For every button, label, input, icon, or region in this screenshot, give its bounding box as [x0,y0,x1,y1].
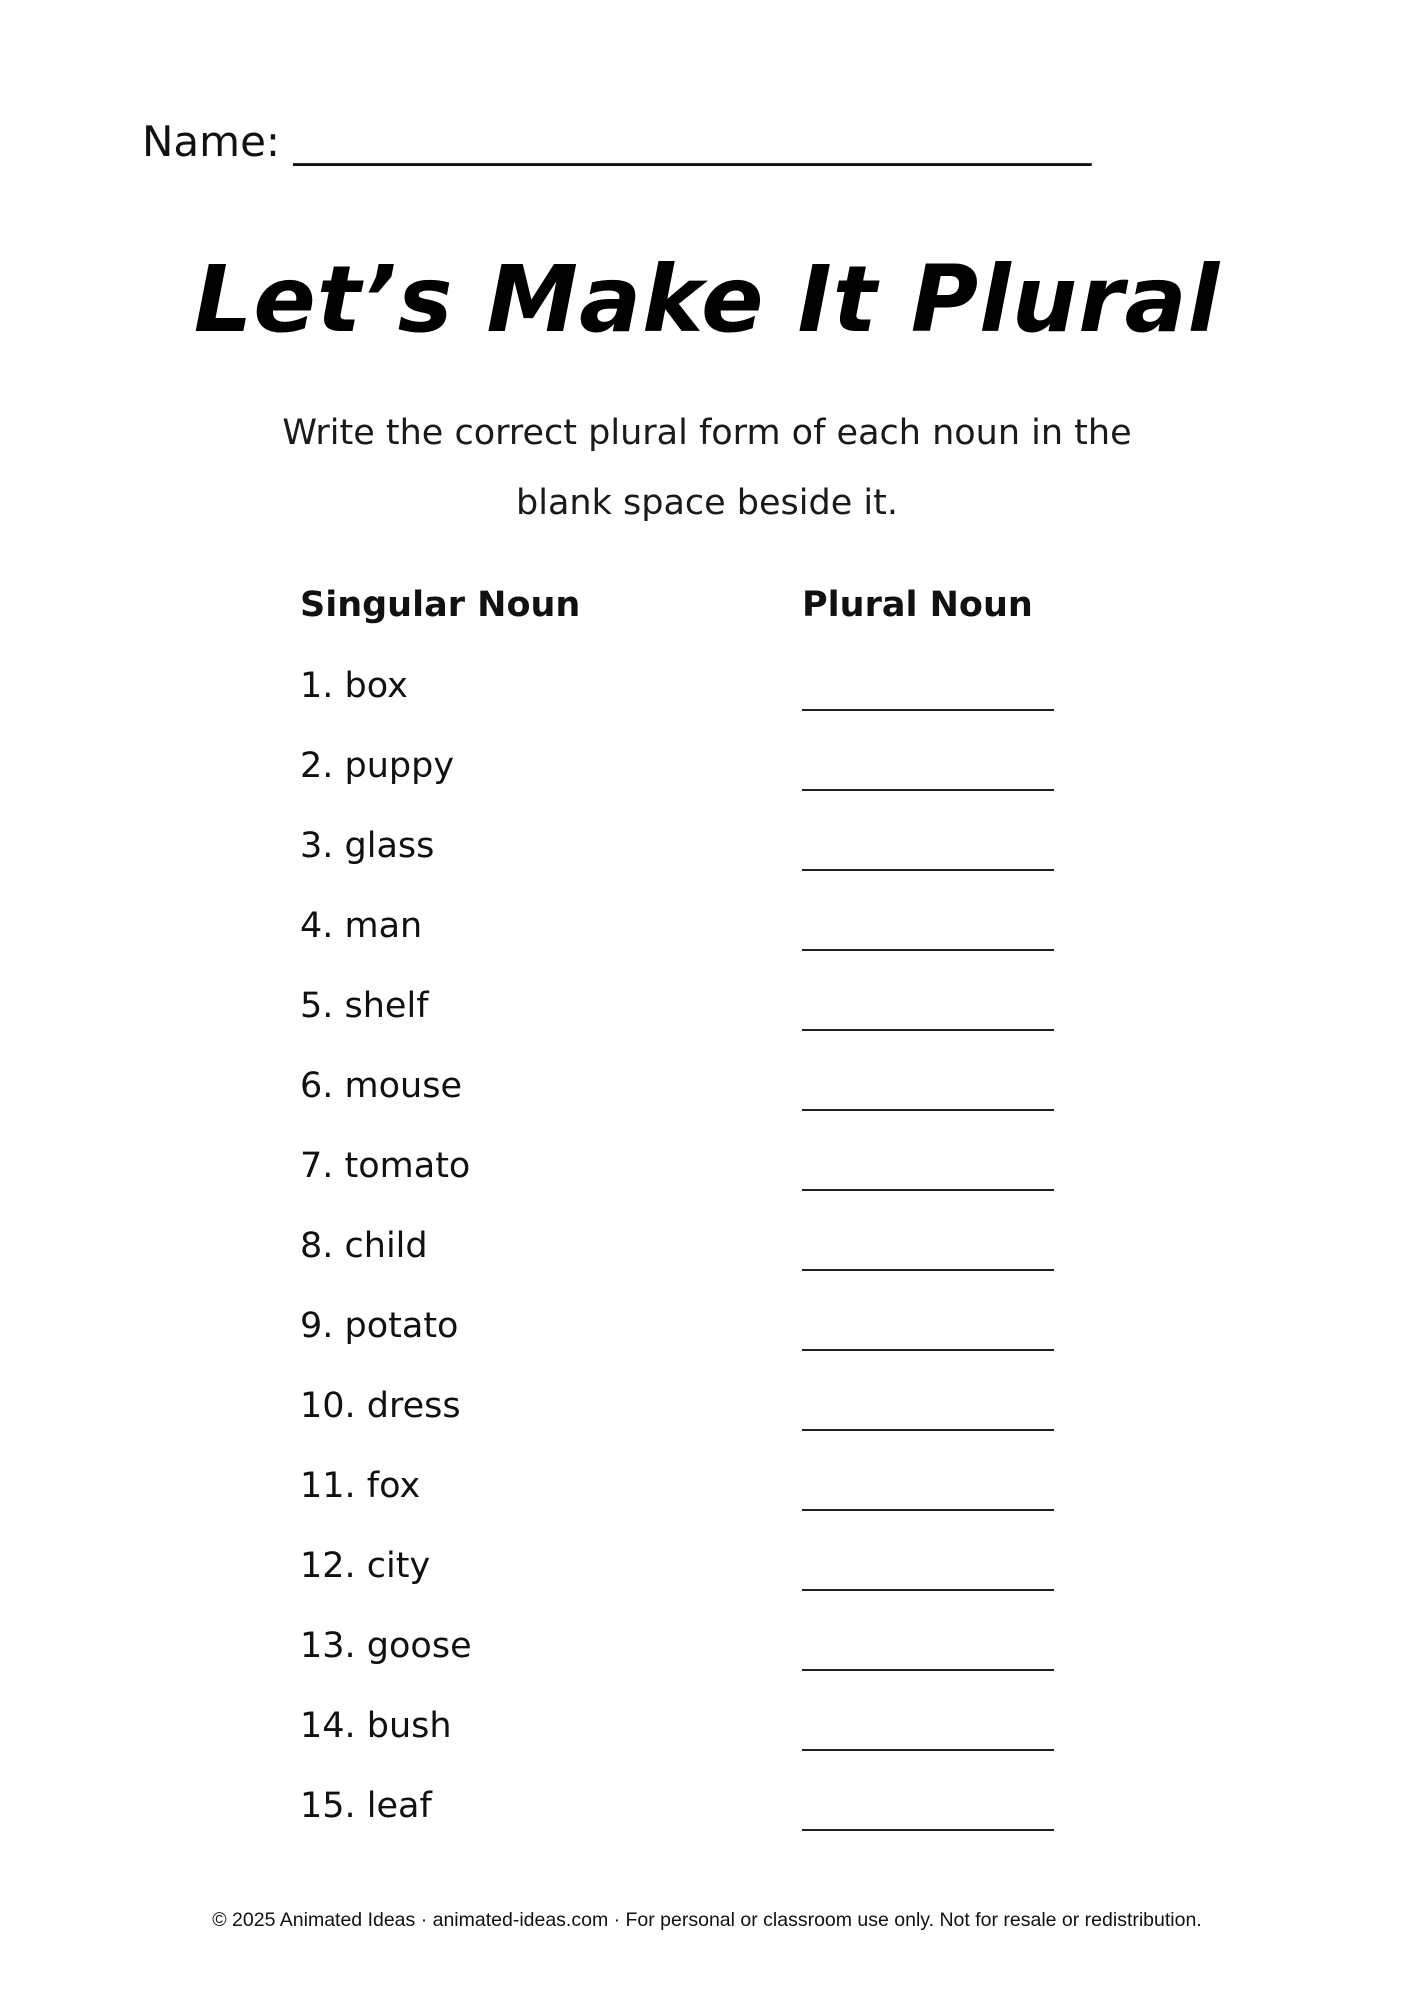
plural-answer-field[interactable] [802,1621,1054,1671]
noun-row [0,661,1414,741]
name-field[interactable]: Name: ______________________________________ [142,117,1092,166]
noun-row [0,981,1414,1061]
singular-noun: 13. goose [300,1626,472,1666]
singular-noun: 6. mouse [300,1066,462,1106]
singular-noun: 4. man [300,906,423,946]
plural-noun-header: Plural Noun [802,585,1033,625]
noun-row [0,1221,1414,1301]
worksheet-title: Let’s Make It Plural [193,246,1221,353]
plural-answer-field[interactable] [802,1541,1054,1591]
instructions-text: Write the correct plural form of each noun in the blank space beside it. [282,413,1132,523]
noun-row [0,1061,1414,1141]
plural-answer-field[interactable] [802,661,1054,711]
plural-answer-field[interactable] [802,1301,1054,1351]
noun-list [0,661,1414,1861]
singular-noun: 9. potato [300,1306,459,1346]
singular-noun: 11. fox [300,1466,421,1506]
plural-answer-field[interactable] [802,741,1054,791]
plural-answer-field[interactable] [802,1381,1054,1431]
noun-row [0,821,1414,901]
singular-noun: 14. bush [300,1706,452,1746]
noun-row [0,741,1414,821]
singular-noun: 12. city [300,1546,431,1586]
singular-noun-header: Singular Noun [300,585,581,625]
plural-answer-field[interactable] [802,981,1054,1031]
noun-row [0,1301,1414,1381]
noun-row [0,1141,1414,1221]
noun-row [0,1781,1414,1861]
plural-answer-field[interactable] [802,1061,1054,1111]
noun-row [0,1381,1414,1461]
singular-noun: 1. box [300,666,408,706]
plural-answer-field[interactable] [802,1141,1054,1191]
noun-row [0,1621,1414,1701]
noun-row [0,1461,1414,1541]
singular-noun: 10. dress [300,1386,461,1426]
singular-noun: 5. shelf [300,986,429,1026]
plural-answer-field[interactable] [802,1781,1054,1831]
noun-row [0,1701,1414,1781]
plural-answer-field[interactable] [802,1461,1054,1511]
copyright-footer: © 2025 Animated Ideas · animated-ideas.com · For personal or classroom use only. Not for resale or redistribution. [212,1909,1202,1931]
singular-noun: 7. tomato [300,1146,471,1186]
plural-answer-field[interactable] [802,821,1054,871]
plural-answer-field[interactable] [802,901,1054,951]
noun-row [0,901,1414,981]
plural-answer-field[interactable] [802,1221,1054,1271]
singular-noun: 15. leaf [300,1786,432,1826]
singular-noun: 3. glass [300,826,435,866]
noun-row [0,1541,1414,1621]
column-headers [0,580,1414,630]
singular-noun: 2. puppy [300,746,455,786]
plural-answer-field[interactable] [802,1701,1054,1751]
singular-noun: 8. child [300,1226,428,1266]
